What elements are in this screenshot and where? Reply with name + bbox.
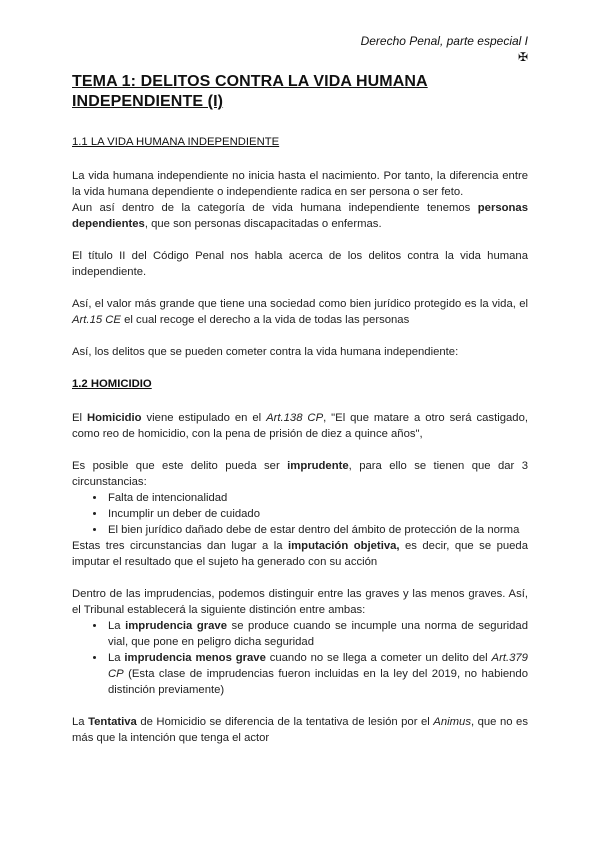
- paragraph: Así, los delitos que se pueden cometer contra la vida humana independiente:: [72, 346, 459, 358]
- page-header: [361, 34, 528, 63]
- paragraph: El título II del Código Penal nos habla acerca de los delitos contra la vida humana independiente.: [72, 250, 528, 278]
- paragraph: Así, el valor más grande que tiene una sociedad como bien jurídico protegido es la vida, el Art.15 CE el cual recoge el derecho a la vida de todas las personas: [72, 298, 528, 326]
- section-heading-1-1: 1.1 LA VIDA HUMANA INDEPENDIENTE: [72, 136, 280, 148]
- document-body: [72, 72, 528, 746]
- list-item: • Incumplir un deber de cuidado: [106, 506, 528, 522]
- paragraph: La vida humana independiente no inicia hasta el nacimiento. Por tanto, la diferencia entre la vida humana dependiente o independiente radica en ser persona o ser feto. Aun así dentro de la categoría de vida humana independiente tenemos personas dependientes, que son personas discapacitadas o enfermas.: [72, 170, 528, 230]
- paragraph: Dentro de las imprudencias, podemos distinguir entre las graves y las menos graves. Así, el Tribunal establecerá la siguiente distinción entre ambas:: [72, 588, 528, 616]
- paragraph: Es posible que este delito pueda ser imprudente, para ello se tienen que dar 3 circunstancias:: [72, 460, 528, 488]
- list-item: • Falta de intencionalidad: [106, 490, 528, 506]
- paragraph: Estas tres circunstancias dan lugar a la imputación objetiva, es decir, que se pueda imputar el resultado que el sujeto ha generado con su acción: [72, 540, 528, 568]
- list-item: • La imprudencia menos grave cuando no se llega a cometer un delito del Art.379 CP (Esta clase de imprudencias fueron incluidas en la ley del 2019, no habiendo distinción previamente): [106, 650, 528, 698]
- imprudence-list: [72, 618, 528, 698]
- header-text: Derecho Penal, parte especial I: [360, 34, 528, 48]
- circumstances-list: [72, 490, 528, 538]
- page-title: TEMA 1: DELITOS CONTRA LA VIDA HUMANA INDEPENDIENTE (I): [72, 73, 428, 110]
- cross-icon: ✠: [517, 50, 528, 64]
- section-heading-1-2: 1.2 HOMICIDIO: [72, 378, 152, 390]
- list-item: • El bien jurídico dañado debe de estar dentro del ámbito de protección de la norma: [106, 522, 528, 538]
- paragraph: El Homicidio viene estipulado en el Art.138 CP, "El que matare a otro será castigado, como reo de homicidio, con la pena de prisión de diez a quince años",: [72, 412, 528, 440]
- list-item: • La imprudencia grave se produce cuando se incumple una norma de seguridad vial, que pone en peligro dicha seguridad: [106, 618, 528, 650]
- paragraph: La Tentativa de Homicidio se diferencia de la tentativa de lesión por el Animus, que no es más que la intención que tenga el actor: [72, 716, 528, 744]
